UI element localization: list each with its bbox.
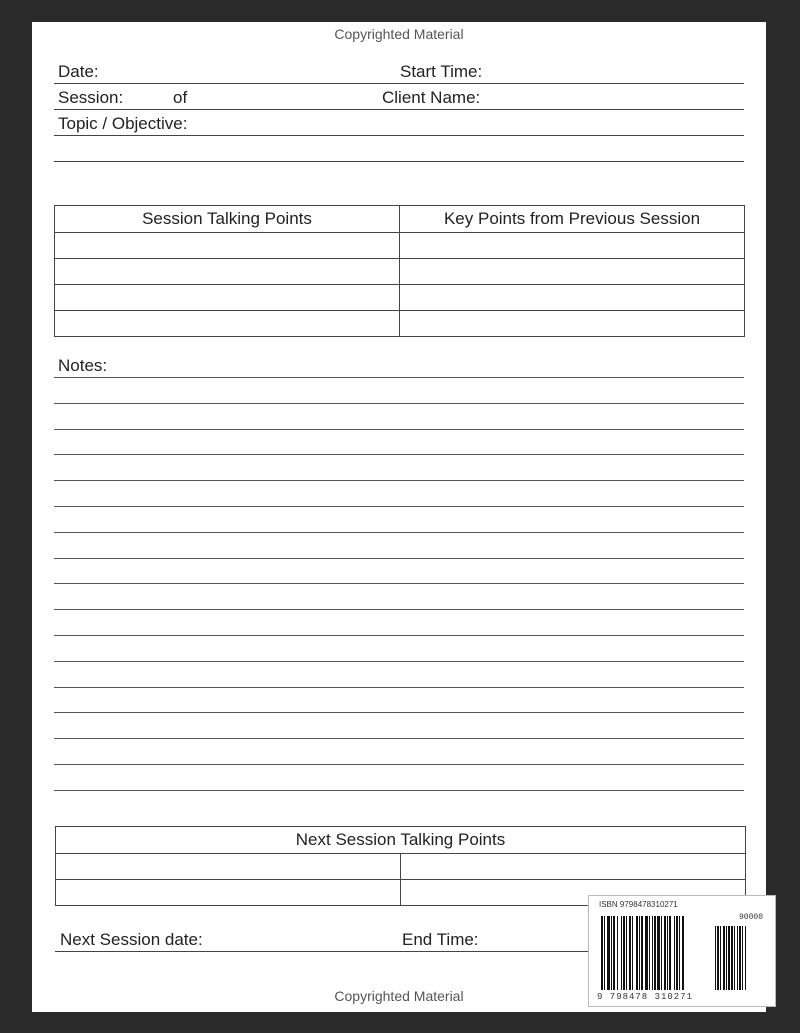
notes-line[interactable]	[54, 506, 744, 507]
notes-line[interactable]	[54, 738, 744, 739]
copyright-notice-top: Copyrighted Material	[334, 26, 464, 42]
notes-line[interactable]	[54, 687, 744, 688]
notes-line[interactable]	[54, 764, 744, 765]
next-session-row	[56, 854, 746, 880]
next-session-date-label: Next Session date:	[60, 930, 203, 949]
session-label: Session:	[58, 88, 124, 107]
notes-line[interactable]	[54, 635, 744, 636]
notes-line[interactable]	[54, 377, 744, 378]
talking-points-cell[interactable]	[400, 233, 745, 259]
topic-line-2	[54, 161, 744, 162]
date-line	[54, 83, 744, 84]
next-session-talking-points-header: Next Session Talking Points	[56, 827, 746, 854]
notes-line[interactable]	[54, 454, 744, 455]
talking-points-cell[interactable]	[55, 233, 400, 259]
price-code: 90000	[739, 913, 764, 922]
isbn-barcode	[588, 895, 776, 1007]
talking-points-cell[interactable]	[400, 285, 745, 311]
notes-line[interactable]	[54, 661, 744, 662]
topic-objective-label: Topic / Objective:	[58, 114, 188, 133]
next-session-cell[interactable]	[56, 880, 401, 906]
next-session-cell[interactable]	[401, 854, 746, 880]
end-time-label: End Time:	[402, 930, 479, 949]
start-time-label: Start Time:	[400, 62, 483, 81]
notes-line[interactable]	[54, 403, 744, 404]
notes-line[interactable]	[54, 790, 744, 791]
notes-line[interactable]	[54, 712, 744, 713]
isbn-label: ISBN 9798478310271	[599, 900, 678, 909]
talking-points-row	[55, 259, 745, 285]
talking-points-table	[54, 205, 745, 337]
talking-points-row	[55, 311, 745, 337]
talking-points-cell[interactable]	[55, 259, 400, 285]
client-name-label: Client Name:	[382, 88, 481, 107]
session-line	[54, 109, 744, 110]
planner-page	[32, 22, 766, 1012]
copyright-notice-bottom: Copyrighted Material	[334, 988, 464, 1004]
notes-line[interactable]	[54, 480, 744, 481]
notes-line[interactable]	[54, 532, 744, 533]
session-talking-points-header: Session Talking Points	[55, 206, 400, 233]
next-session-date-line	[55, 951, 600, 952]
key-points-previous-session-header: Key Points from Previous Session	[400, 206, 745, 233]
date-label: Date:	[58, 62, 99, 81]
next-session-table	[55, 826, 746, 906]
talking-points-cell[interactable]	[55, 285, 400, 311]
talking-points-row	[55, 233, 745, 259]
talking-points-cell[interactable]	[400, 259, 745, 285]
session-of-label: of	[173, 88, 188, 107]
talking-points-row	[55, 285, 745, 311]
notes-line[interactable]	[54, 583, 744, 584]
notes-label: Notes:	[58, 356, 108, 375]
topic-line-1	[54, 135, 744, 136]
notes-line[interactable]	[54, 429, 744, 430]
talking-points-cell[interactable]	[400, 311, 745, 337]
notes-line[interactable]	[54, 609, 744, 610]
next-session-cell[interactable]	[56, 854, 401, 880]
notes-line[interactable]	[54, 558, 744, 559]
talking-points-cell[interactable]	[55, 311, 400, 337]
isbn-digits: 9 798478 310271	[597, 992, 694, 1002]
